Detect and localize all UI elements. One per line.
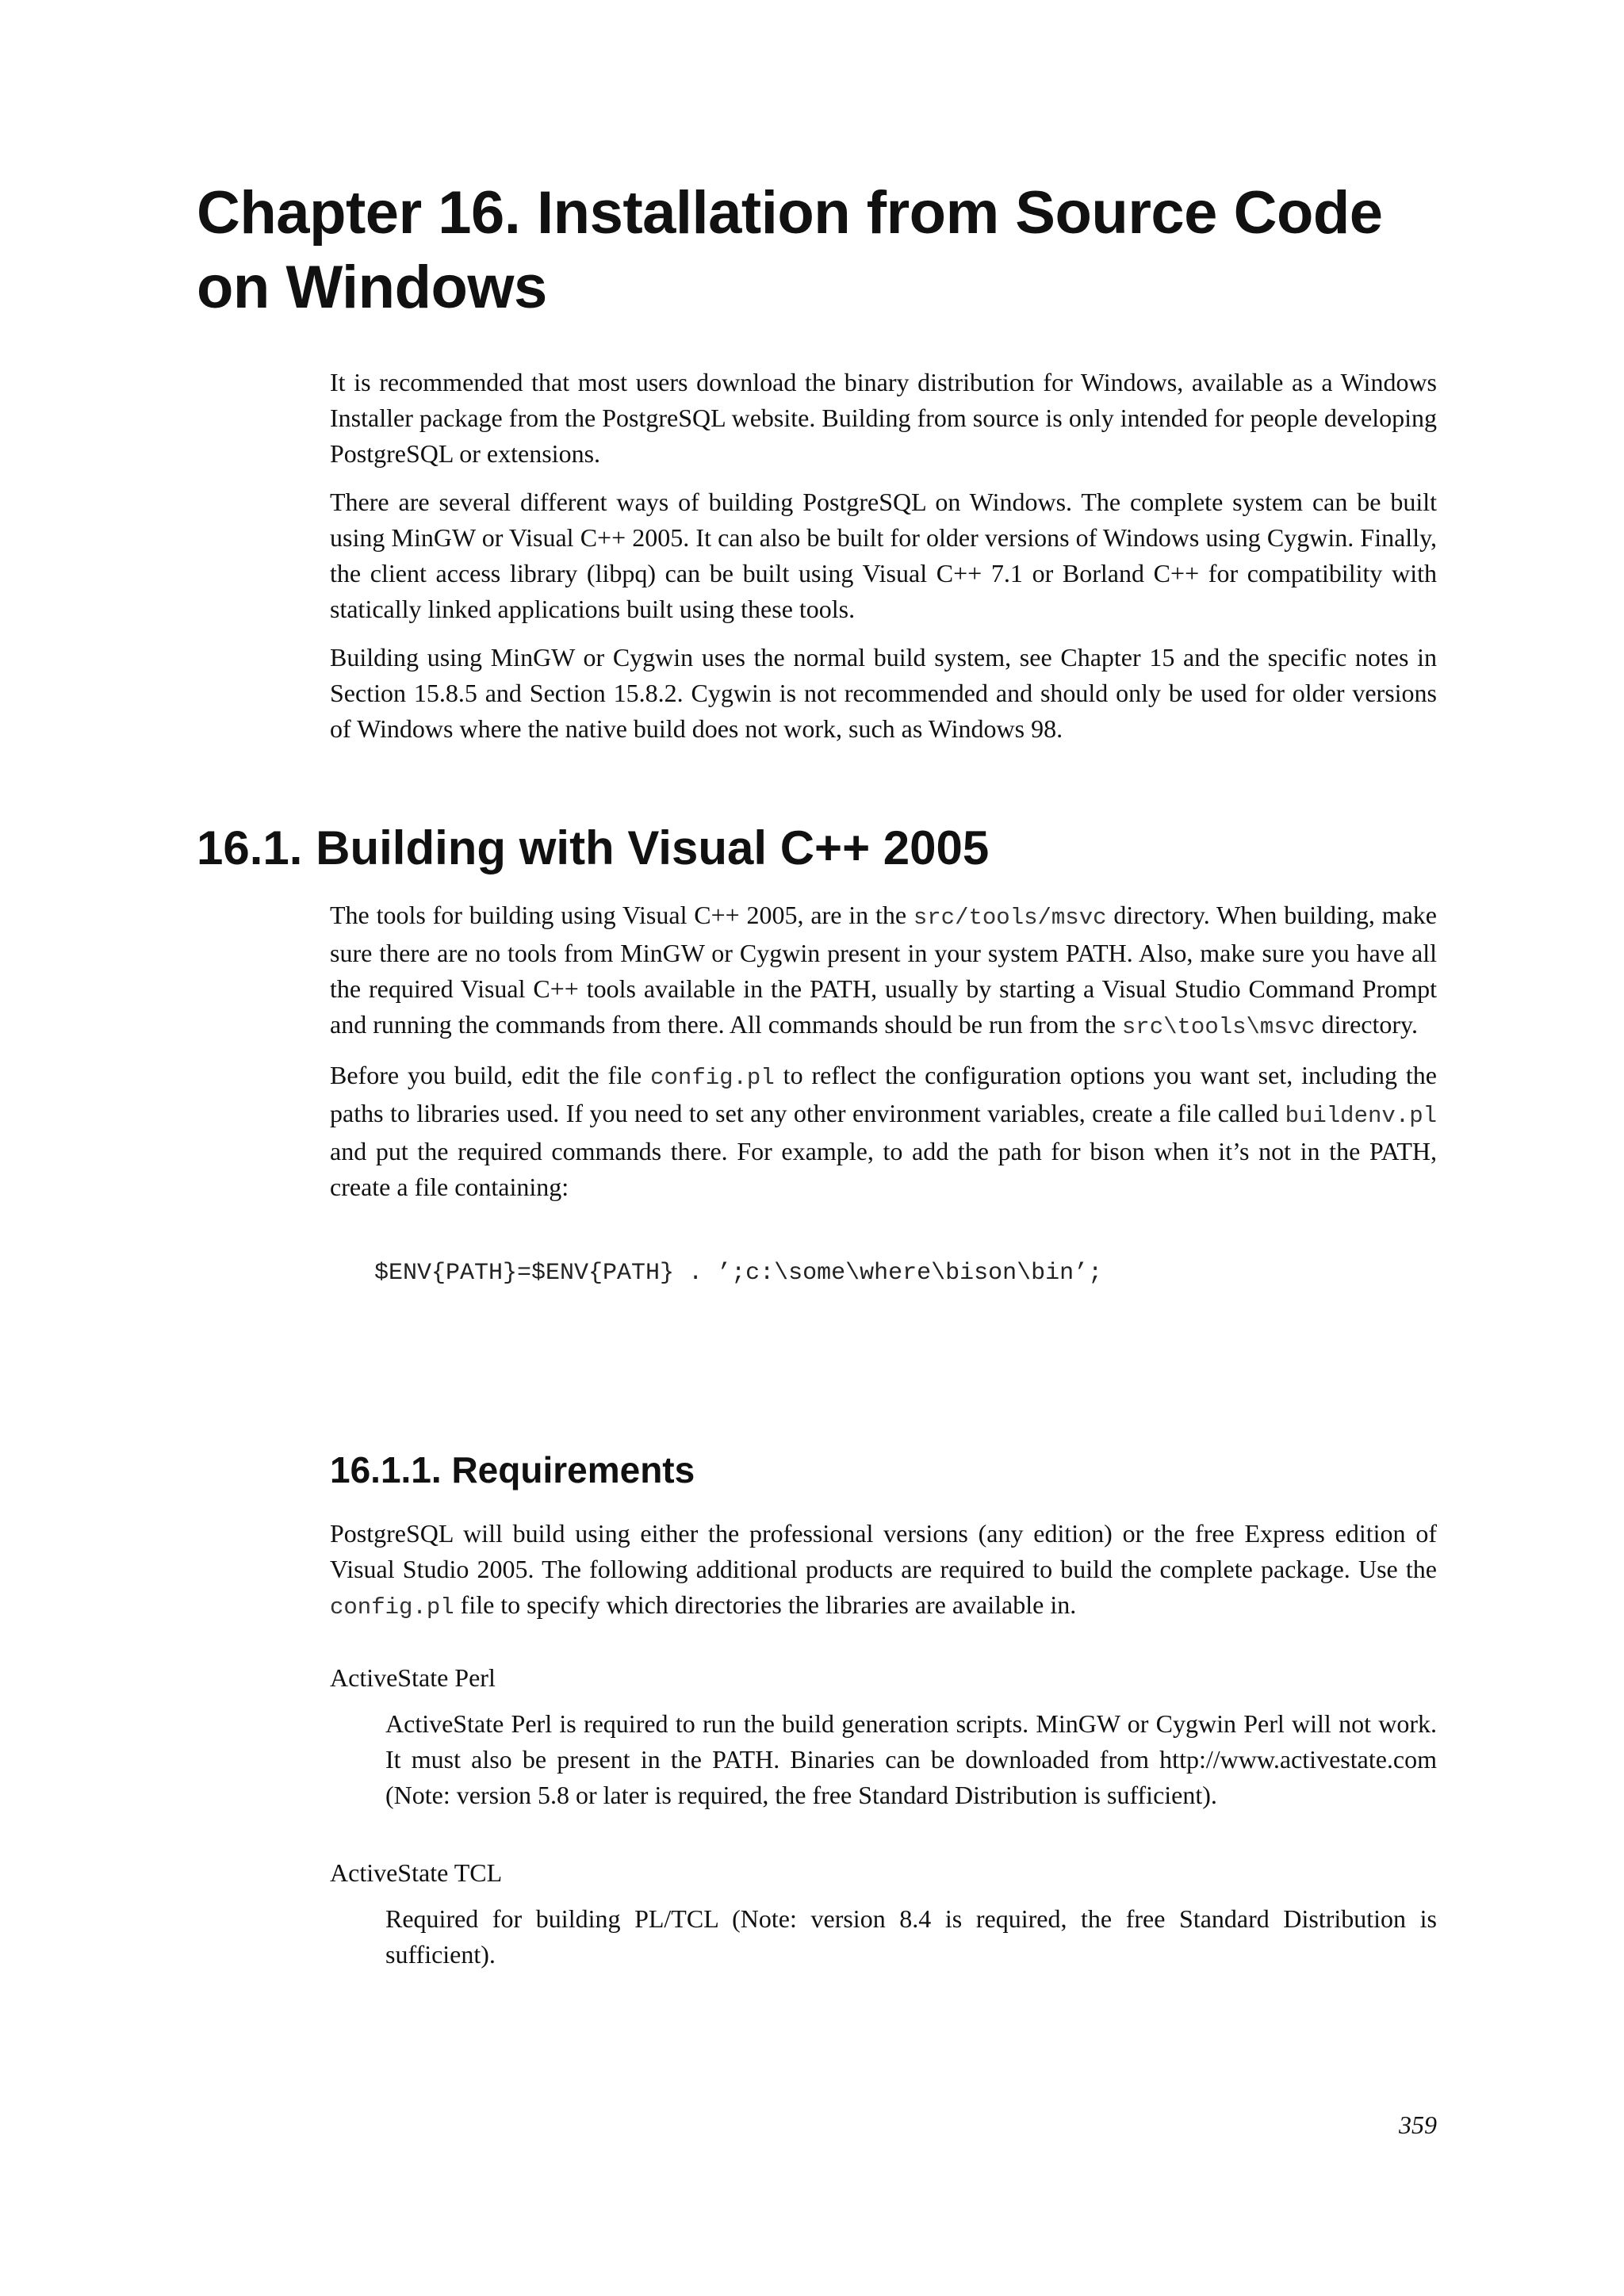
msvc-directory-path: src/tools/msvc: [913, 905, 1107, 931]
section-p2-text-a: Before you build, edit the file: [330, 1061, 651, 1089]
page-number: 359: [1399, 2110, 1437, 2139]
section-p1-text-a: The tools for building using Visual C++ 2005, are in the: [330, 901, 914, 929]
subsection-p1-text-b: file to specify which directories the libraries are available in.: [454, 1590, 1077, 1619]
config-pl-filename-2: config.pl: [330, 1594, 454, 1621]
msvc-directory-path-windows: src\tools\msvc: [1121, 1014, 1316, 1040]
subsection-p1-text-a: PostgreSQL will build using either the professional versions (any edition) or the free Express edition of Visual Studio 2005. The following additional products are required to build the complete package. Use the: [330, 1519, 1437, 1583]
requirement-definition-tcl: Required for building PL/TCL (Note: version 8.4 is required, the free Standard Distribution is sufficient).: [385, 1904, 1437, 1969]
config-pl-filename: config.pl: [650, 1065, 775, 1091]
requirement-term-perl: ActiveState Perl: [330, 1663, 496, 1692]
section-p2-text-c: and put the required commands there. For example, to add the path for bison when it’s not in the PATH, create a file containing:: [330, 1137, 1437, 1201]
intro-paragraph-1: It is recommended that most users download the binary distribution for Windows, available as a Windows Installer package from the PostgreSQL website. Building from source is only intended for people developing PostgreSQL or extensions.: [330, 368, 1437, 468]
section-paragraph-2: [330, 1058, 1437, 1205]
section-p1-text-c: directory.: [1315, 1010, 1418, 1039]
section-body: [330, 897, 1437, 1218]
requirement-term-tcl: ActiveState TCL: [330, 1858, 503, 1887]
subsection-body: [330, 1516, 1437, 1638]
requirement-definition-perl: ActiveState Perl is required to run the build generation scripts. MinGW or Cygwin Perl will not work. It must also be present in the PATH. Binaries can be downloaded from http://www.activestate.com (Note: version 5.8 or later is required, the free Standard Distribution is sufficient).: [385, 1709, 1437, 1809]
buildenv-pl-filename: buildenv.pl: [1285, 1103, 1437, 1129]
chapter-title: Chapter 16. Installation from Source Code on Windows: [197, 179, 1383, 321]
intro-paragraph-3: Building using MinGW or Cygwin uses the normal build system, see Chapter 15 and the specific notes in Section 15.8.5 and Section 15.8.2. Cygwin is not recommended and should only be used for older versions of Windows where the native build does not work, such as Windows 98.: [330, 643, 1437, 743]
subsection-paragraph-1: [330, 1516, 1437, 1625]
code-example: $ENV{PATH}=$ENV{PATH} . ’;c:\some\where\bison\bin’;: [374, 1260, 1103, 1287]
section-paragraph-1: [330, 897, 1437, 1045]
section-title: 16.1. Building with Visual C++ 2005: [197, 821, 990, 874]
subsection-title: 16.1.1. Requirements: [330, 1449, 695, 1490]
section-p2-text-b: to reflect the configuration options you want set, including the paths to libraries used. If you need to set any other environment variables, create a file called: [330, 1061, 1438, 1127]
chapter-intro: [330, 365, 1437, 760]
section-p1-text-b: directory. When building, make sure there are no tools from MinGW or Cygwin present in your system PATH. Also, make sure you have all the required Visual C++ tools available in the PATH, usually by starting a Visual Studio Command Prompt and running the commands from there. All commands should be run from the: [330, 901, 1438, 1039]
intro-paragraph-2: There are several different ways of building PostgreSQL on Windows. The complete system can be built using MinGW or Visual C++ 2005. It can also be built for older versions of Windows using Cygwin. Finally, the client access library (libpq) can be built using Visual C++ 7.1 or Borland C++ for compatibility with statically linked applications built using these tools.: [330, 488, 1437, 623]
